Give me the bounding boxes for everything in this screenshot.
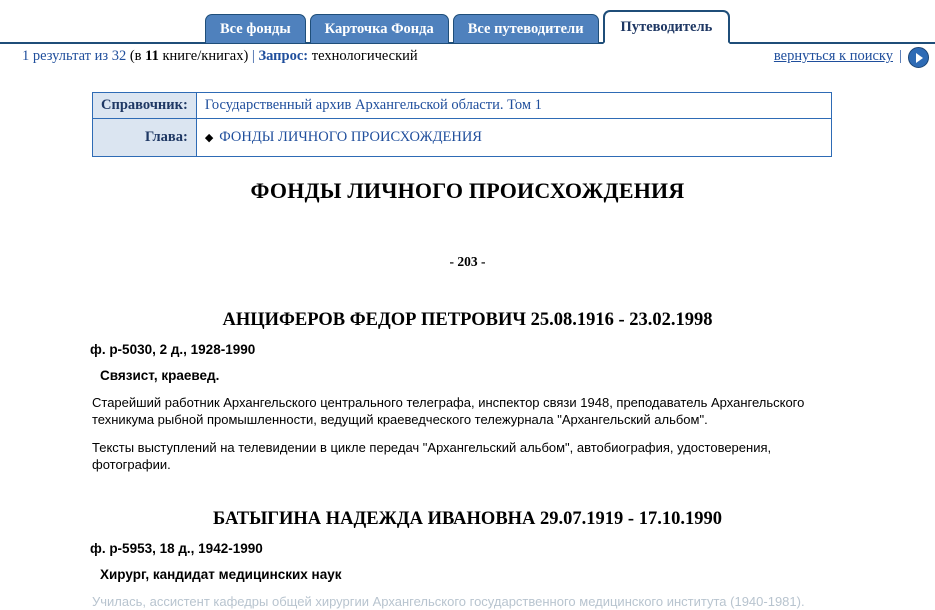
- page-number: - 203 -: [449, 254, 486, 269]
- result-separator: |: [251, 48, 255, 64]
- entry-profession-1: Связист, краевед.: [100, 368, 220, 383]
- query-label: Запрос:: [258, 48, 309, 64]
- arrow-right-icon[interactable]: [908, 47, 929, 68]
- entry-profession-2: Хирург, кандидат медицинских наук: [100, 567, 342, 582]
- tab-guide[interactable]: Путеводитель: [603, 10, 731, 44]
- entry-fond-1: ф. р-5030, 2 д., 1928-1990: [90, 342, 256, 357]
- tab-list: [205, 8, 730, 42]
- document-body: [0, 168, 935, 610]
- table-row: [93, 119, 832, 157]
- result-bar: [0, 44, 935, 68]
- query-value: технологический: [311, 48, 418, 64]
- chapter-value[interactable]: ФОНДЫ ЛИЧНОГО ПРОИСХОЖДЕНИЯ: [219, 129, 482, 145]
- guide-info-table: [92, 92, 832, 157]
- tab-bar: [0, 0, 935, 44]
- chapter-value-cell: [196, 119, 831, 157]
- reference-value[interactable]: Государственный архив Архангельской области. Том 1: [196, 93, 831, 119]
- table-row: [93, 93, 832, 119]
- diamond-bullet-icon: ◆: [204, 132, 214, 144]
- tab-all-fonds[interactable]: Все фонды: [205, 14, 306, 43]
- entry-fond-2: ф. р-5953, 18 д., 1942-1990: [90, 541, 263, 556]
- back-separator: |: [899, 48, 902, 64]
- back-to-search-link[interactable]: вернуться к поиску: [773, 48, 893, 64]
- reference-label: Справочник:: [93, 93, 197, 119]
- entry-heading-1: АНЦИФЕРОВ ФЕДОР ПЕТРОВИЧ 25.08.1916 - 23.02.1998: [222, 310, 713, 330]
- result-books-suffix: книге/книгах): [158, 48, 249, 64]
- entry-paragraph-1-2: Тексты выступлений на телевидении в цикле передач "Архангельский альбом", автобиография, удостоверения, фотографии.: [92, 440, 772, 472]
- tab-all-guides[interactable]: Все путеводители: [453, 14, 599, 43]
- entry-heading-2: БАТЫГИНА НАДЕЖДА ИВАНОВНА 29.07.1919 - 17.10.1990: [213, 509, 722, 529]
- result-books-open: (в: [129, 48, 146, 64]
- result-count: 1 результат из 32: [22, 48, 127, 64]
- tab-fond-card[interactable]: Карточка Фонда: [310, 14, 449, 43]
- entry-paragraph-1-1: Старейший работник Архангельского центрального телеграфа, инспектор связи 1948, преподаватель Архангельского техникума рыбной промышленности, ведущий краеведческого тележурнала "Архангельский альбом".: [92, 395, 805, 427]
- page-title: ФОНДЫ ЛИЧНОГО ПРОИСХОЖДЕНИЯ: [250, 178, 685, 203]
- chapter-label: Глава:: [93, 119, 197, 157]
- entry-paragraph-2-1: Училась, ассистент кафедры общей хирургии Архангельского государственного медицинского института (1940-1981).: [92, 594, 805, 609]
- result-books-count: 11: [145, 48, 159, 64]
